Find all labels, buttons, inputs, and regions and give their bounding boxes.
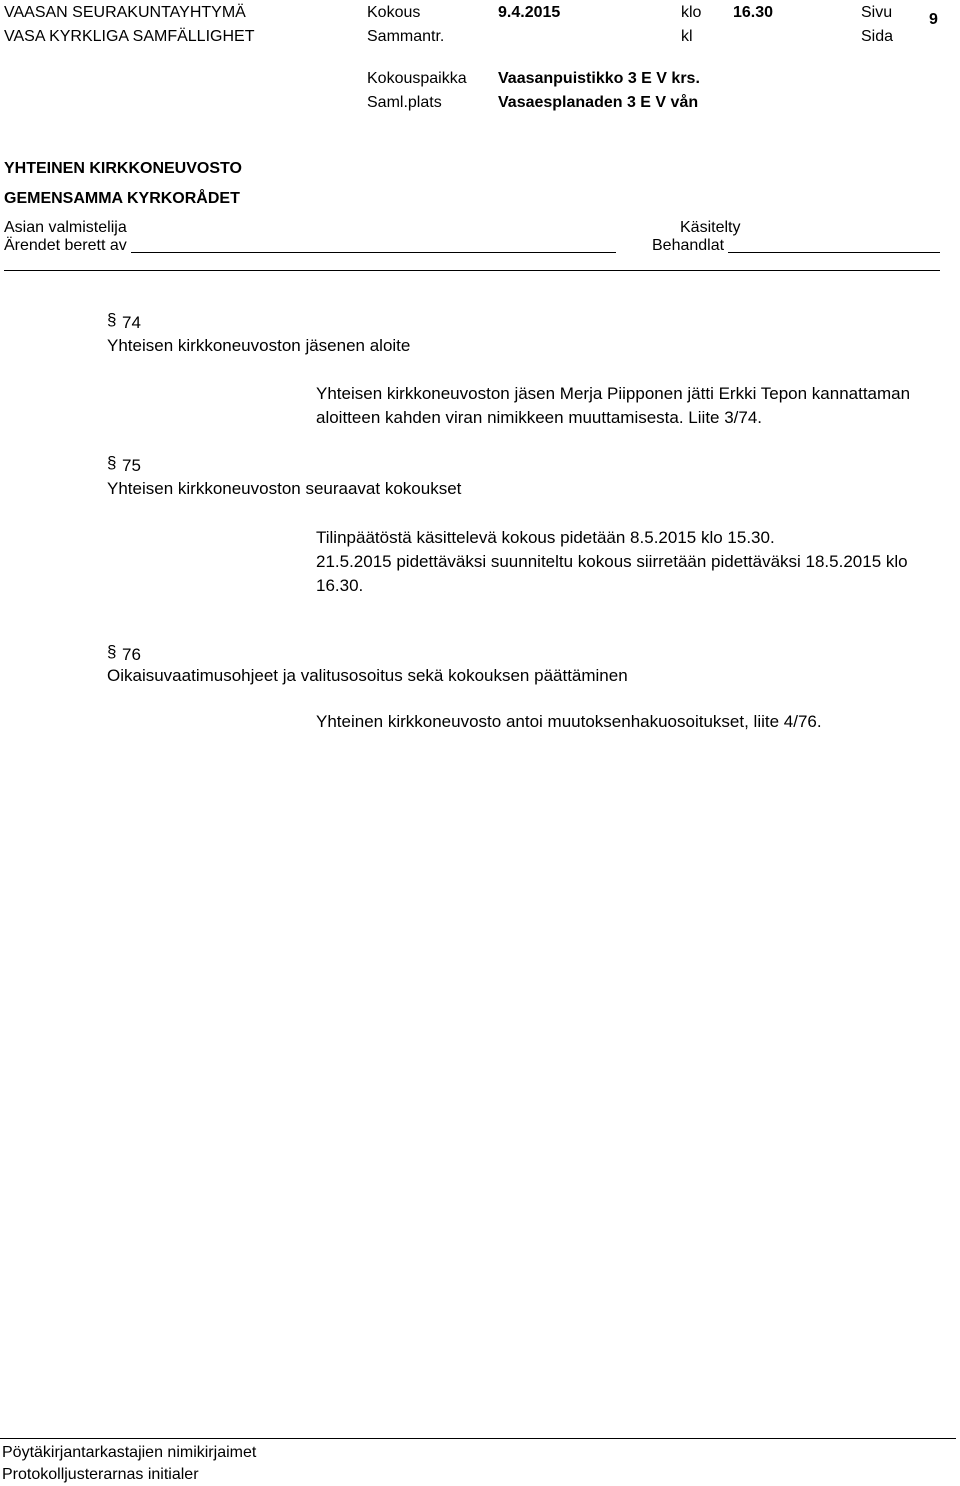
place-label-sv: Saml.plats: [367, 94, 442, 111]
handled-label-fi: Käsitelty: [680, 219, 741, 236]
council-title-sv: GEMENSAMMA KYRKORÅDET: [4, 190, 240, 207]
section-title: Yhteisen kirkkoneuvoston seuraavat kokoukset: [107, 479, 462, 498]
section-title: Oikaisuvaatimusohjeet ja valitusosoitus sekä kokouksen päättäminen: [107, 666, 628, 685]
section-symbol: §: [107, 310, 117, 329]
time-label-fi: klo: [681, 4, 702, 21]
section-text-line: aloitteen kahden viran nimikkeen muuttamisesta. Liite 3/74.: [316, 408, 763, 427]
handled-label-sv: Behandlat: [652, 237, 725, 254]
meeting-date: 9.4.2015: [498, 4, 561, 21]
section-symbol: §: [107, 642, 117, 661]
meeting-label-sv: Sammantr.: [367, 28, 445, 45]
org-name-sv: VASA KYRKLIGA SAMFÄLLIGHET: [4, 28, 255, 45]
org-name-fi: VAASAN SEURAKUNTAYHTYMÄ: [4, 4, 246, 21]
section-text-line: 16.30.: [316, 576, 364, 595]
section-text-line: Tilinpäätöstä käsittelevä kokous pidetään 8.5.2015 klo 15.30.: [316, 528, 775, 547]
section-title: Yhteisen kirkkoneuvoston jäsenen aloite: [107, 336, 411, 355]
page-label-sv: Sida: [861, 28, 894, 45]
meeting-place-fi: Vaasanpuistikko 3 E V krs.: [498, 70, 700, 87]
section-text-line: Yhteisen kirkkoneuvoston jäsen Merja Piipponen jätti Erkki Tepon kannattaman: [316, 384, 911, 403]
section-text-line: Yhteinen kirkkoneuvosto antoi muutoksenhakuosoitukset, liite 4/76.: [316, 712, 822, 731]
place-label-fi: Kokouspaikka: [367, 70, 467, 87]
section-number: 75: [122, 456, 141, 475]
footer-label-sv: Protokolljusterarnas initialer: [2, 1466, 199, 1483]
council-title-fi: YHTEINEN KIRKKONEUVOSTO: [4, 160, 242, 177]
footer-label-fi: Pöytäkirjantarkastajien nimikirjaimet: [2, 1444, 257, 1461]
handled-line: [728, 252, 940, 253]
page-number: 9: [929, 11, 938, 28]
meeting-place-sv: Vasaesplanaden 3 E V vån: [498, 94, 699, 111]
preparer-label-fi: Asian valmistelija: [4, 219, 127, 236]
footer-divider: [0, 1438, 956, 1439]
section-symbol: §: [107, 453, 117, 472]
preparer-label-sv: Ärendet berett av: [4, 237, 127, 254]
section-number: 74: [122, 313, 141, 332]
meeting-time: 16.30: [733, 4, 774, 21]
meeting-label-fi: Kokous: [367, 4, 421, 21]
page-label-fi: Sivu: [861, 4, 893, 21]
preparer-signature-line: [131, 252, 616, 253]
time-label-sv: kl: [681, 28, 693, 45]
section-text-line: 21.5.2015 pidettäväksi suunniteltu kokous siirretään pidettäväksi 18.5.2015 klo: [316, 552, 908, 571]
header-divider: [4, 270, 940, 271]
section-number: 76: [122, 645, 141, 664]
